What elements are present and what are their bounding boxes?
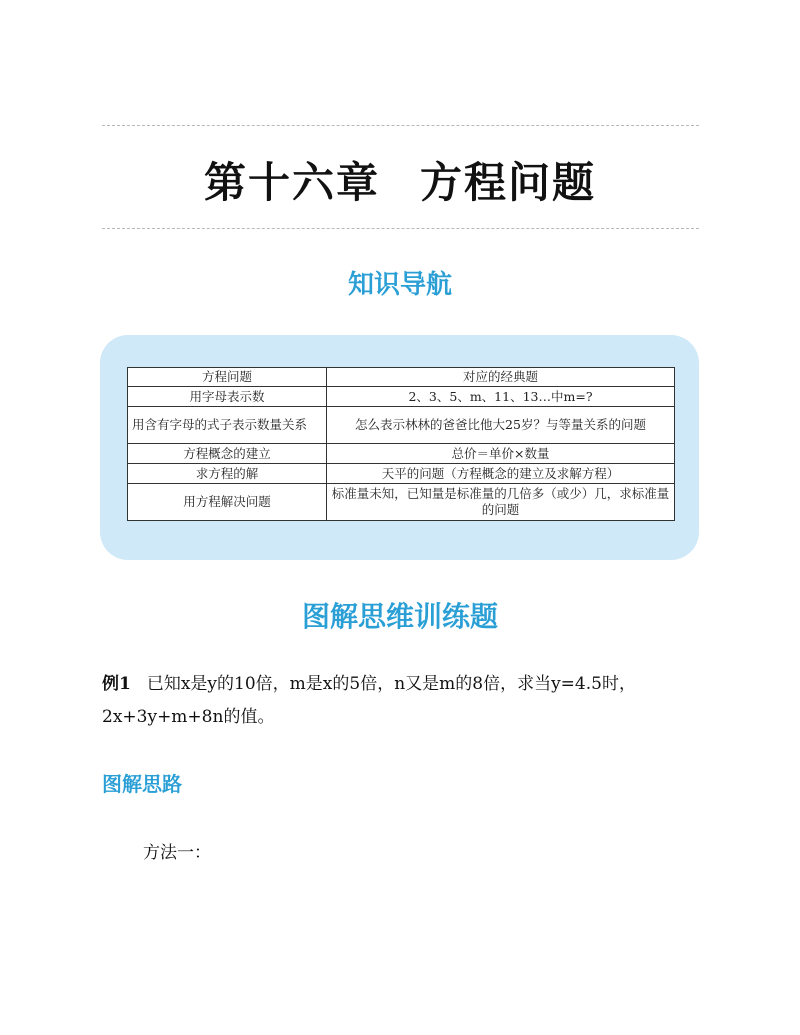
- method-one-label: 方法一：: [143, 843, 211, 863]
- table-cell: 怎么表示林林的爸爸比他大25岁？与等量关系的问题: [327, 407, 675, 444]
- bottom-dashed-divider: [102, 228, 699, 229]
- table-cell: 天平的问题（方程概念的建立及求解方程）: [327, 464, 675, 484]
- knowledge-table: [127, 367, 675, 521]
- chapter-title: [0, 150, 800, 210]
- top-dashed-divider: [102, 125, 699, 126]
- knowledge-navigation-heading: 知识导航: [347, 270, 452, 300]
- chapter-topic: 方程问题: [420, 158, 597, 207]
- example-1: [102, 668, 702, 734]
- example-text-line1: 已知x是y的10倍，m是x的5倍，n又是m的8倍，求当y=4.5时，: [146, 674, 636, 694]
- table-header-cell: 方程问题: [128, 368, 327, 387]
- table-row: [128, 407, 675, 444]
- table-row: [128, 444, 675, 464]
- example-text-line2: 2x+3y+m+8n的值。: [102, 707, 275, 727]
- drill-exercises-heading: 图解思维训练题: [301, 600, 498, 633]
- table-cell: 总价＝单价×数量: [327, 444, 675, 464]
- solution-idea-heading: 图解思路: [102, 772, 182, 796]
- table-row: [128, 387, 675, 407]
- table-cell: 用含有字母的式子表示数量关系: [128, 407, 327, 444]
- table-cell: 用方程解决问题: [128, 484, 327, 521]
- table-cell: 求方程的解: [128, 464, 327, 484]
- table-cell: 方程概念的建立: [128, 444, 327, 464]
- table-cell: 用字母表示数: [128, 387, 327, 407]
- table-header-row: [128, 368, 675, 387]
- table-header-cell: 对应的经典题: [327, 368, 675, 387]
- example-label: 例1: [102, 674, 131, 694]
- table-row: [128, 464, 675, 484]
- table-cell: 标准量未知，已知量是标准量的几倍多（或少）几，求标准量的问题: [327, 484, 675, 521]
- table-row: [128, 484, 675, 521]
- table-cell: 2、3、5、m、11、13…中m=?: [327, 387, 675, 407]
- knowledge-navigation-panel: [100, 335, 699, 560]
- chapter-number: 第十六章: [203, 158, 380, 207]
